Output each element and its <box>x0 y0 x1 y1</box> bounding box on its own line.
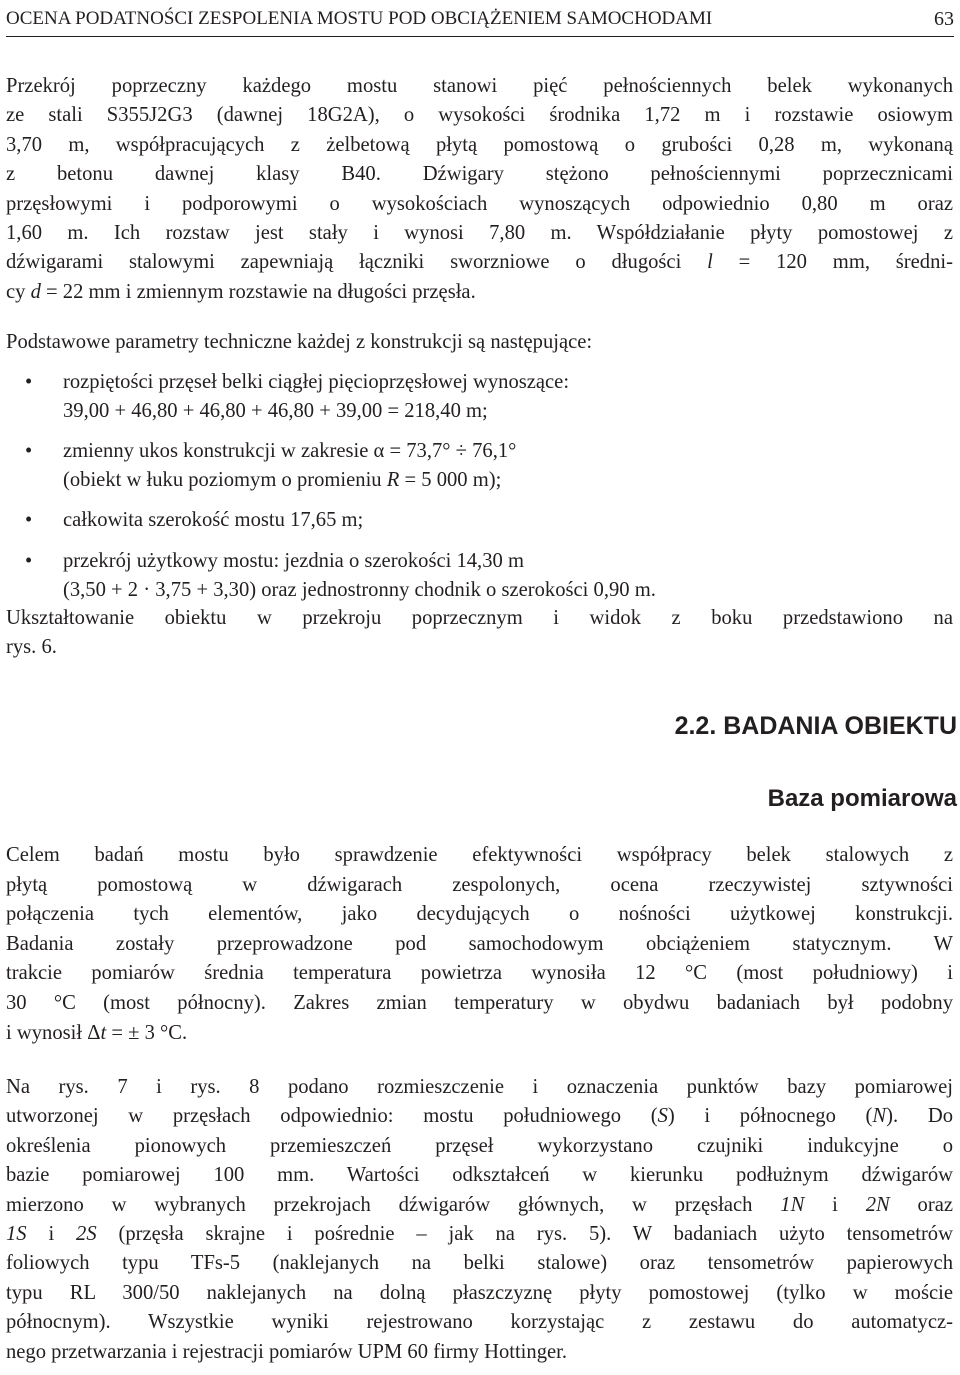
text-line <box>6 1102 953 1131</box>
subsection-heading: Baza pomiarowa <box>767 785 957 812</box>
bullet: • <box>25 371 33 393</box>
paragraph-research-goal <box>6 841 953 1048</box>
text-span: (przęsła skrajne i pośrednie – jak na rys. 5). W badaniach użyto tensometrów <box>96 1223 953 1246</box>
text-line: płytą pomostową w dźwigarach zespolonych, ocena rzeczywistej sztywności <box>6 873 953 896</box>
symbol-N: N <box>872 1105 887 1128</box>
text-span: ) i północnego ( <box>667 1105 873 1128</box>
paragraph-figure-reference <box>6 604 953 663</box>
text-line: bazie pomiarowej 100 mm. Wartości odkształceń w kierunku podłużnym dźwigarów <box>6 1164 953 1187</box>
section-heading: 2.2. BADANIA OBIEKTU <box>674 712 957 740</box>
symbol-d: d <box>30 280 41 303</box>
text-line: 1,60 m. Ich rozstaw jest stały i wynosi 7,80 m. Współdziałanie płyty pomostowej z <box>6 222 953 245</box>
span-2N: 2N <box>865 1193 890 1216</box>
running-title: OCENA PODATNOŚCI ZESPOLENIA MOSTU POD OBCIĄŻENIEM SAMOCHODAMI <box>6 8 713 29</box>
text-span: ). Do <box>886 1105 954 1128</box>
paragraph-parameters-intro <box>6 328 953 357</box>
text-line: określenia pionowych przemieszczeń przęseł wykorzystano czujniki indukcyjne o <box>6 1134 953 1157</box>
parameters-list <box>6 368 953 606</box>
text-line <box>6 278 953 307</box>
bullet: • <box>25 550 33 573</box>
text-line <box>63 466 953 495</box>
span-1N: 1N <box>780 1193 805 1216</box>
symbol-l: l <box>707 251 713 274</box>
text-span: = 120 mm, średni- <box>712 251 953 274</box>
text-line <box>6 248 953 277</box>
text-line: 3,70 m, współpracujących z żelbetową płytą pomostową o grubości 0,28 m, wykonaną <box>6 133 953 156</box>
text-line: przęsłowymi i podporowymi o wysokościach wynoszących odpowiednio 0,80 m oraz <box>6 192 953 215</box>
list-item <box>6 368 953 427</box>
text-span: oraz <box>889 1193 953 1216</box>
paragraph-measurement-points <box>6 1073 953 1367</box>
text-span: i wynosił Δ <box>6 1021 101 1044</box>
text-span: i <box>804 1193 866 1216</box>
bullet: • <box>25 508 33 531</box>
span-2S: 2S <box>76 1223 97 1246</box>
text-line: rys. 6. <box>6 636 57 659</box>
text-line: typu RL 300/50 naklejanych na dolną płaszczyznę płyty pomostowej (tylko w moście <box>6 1281 953 1304</box>
text-line: 30 °C (most północny). Zakres zmian temperatury w obydwu badaniach był podobny <box>6 991 953 1014</box>
symbol-R: R <box>386 469 400 492</box>
text-line: Badania zostały przeprowadzone pod samochodowym obciążeniem statycznym. W <box>6 932 953 955</box>
text-line: Przekrój poprzeczny każdego mostu stanowi pięć pełnościennych belek wykonanych <box>6 75 953 97</box>
text-line: zmienny ukos konstrukcji w zakresie α = 73,7° ÷ 76,1° <box>63 439 517 462</box>
span-1S: 1S <box>6 1223 27 1246</box>
text-line: (3,50 + 2 · 3,75 + 3,30) oraz jednostronny chodnik o szerokości 0,90 m. <box>63 579 656 602</box>
list-item <box>6 437 953 496</box>
page-number: 63 <box>934 8 954 30</box>
text-line: Podstawowe parametry techniczne każdej z konstrukcji są następujące: <box>6 331 593 353</box>
text-span: = 5 000 m); <box>399 469 502 492</box>
text-line: całkowita szerokość mostu 17,65 m; <box>63 508 364 531</box>
text-line: 39,00 + 46,80 + 46,80 + 46,80 + 39,00 = 218,40 m; <box>63 400 488 423</box>
text-span: = ± 3 °C. <box>106 1021 188 1044</box>
text-line: połączenia tych elementów, jako decydujących o nośności użytkowej konstrukcji. <box>6 903 953 926</box>
text-span: dźwigarami stalowymi zapewniają łączniki sworzniowe o długości <box>6 251 708 274</box>
text-span: mierzono w wybranych przekrojach dźwigarów głównych, w przęsłach <box>6 1193 781 1216</box>
text-line: przekrój użytkowy mostu: jezdnia o szerokości 14,30 m <box>63 550 524 573</box>
text-line <box>6 1191 953 1220</box>
symbol-S: S <box>657 1105 668 1128</box>
symbol-t: t <box>100 1021 107 1044</box>
text-line: trakcie pomiarów średnia temperatura powietrza wynosiła 12 °C (most południowy) i <box>6 962 953 985</box>
bullet: • <box>25 439 33 462</box>
text-line: Na rys. 7 i rys. 8 podano rozmieszczenie i oznaczenia punktów bazy pomiarowej <box>6 1076 953 1098</box>
text-span: i <box>26 1223 77 1246</box>
text-line: Ukształtowanie obiektu w przekroju poprzecznym i widok z boku przedstawiono na <box>6 607 953 629</box>
text-line <box>6 1220 953 1249</box>
text-line: ze stali S355J2G3 (dawnej 18G2A), o wysokości środnika 1,72 m i rozstawie osiowym <box>6 104 953 127</box>
text-line: nego przetwarzania i rejestracji pomiarów UPM 60 firmy Hottinger. <box>6 1340 568 1363</box>
running-header <box>6 4 954 37</box>
text-span: = 22 mm i zmiennym rozstawie na długości przęsła. <box>40 280 476 303</box>
text-line: Celem badań mostu było sprawdzenie efektywności współpracy belek stalowych z <box>6 844 953 866</box>
list-item <box>6 506 953 535</box>
text-line: północnym). Wszystkie wyniki rejestrowano korzystając z zestawu do automatycz- <box>6 1311 953 1334</box>
text-span: utworzonej w przęsłach odpowiednio: mostu południowego ( <box>6 1105 658 1128</box>
text-line <box>6 1019 953 1049</box>
text-line: z betonu dawnej klasy B40. Dźwigary stężono pełnościennymi poprzecznicami <box>6 163 953 186</box>
list-item <box>6 547 953 606</box>
text-span: (obiekt w łuku poziomym o promieniu <box>63 469 387 492</box>
paragraph-cross-section <box>6 72 953 307</box>
text-line: foliowych typu TFs-5 (naklejanych na belki stalowe) oraz tensometrów papierowych <box>6 1252 953 1275</box>
text-span: cy <box>6 280 31 303</box>
text-line: rozpiętości przęseł belki ciągłej pięcioprzęsłowej wynoszące: <box>63 371 570 393</box>
